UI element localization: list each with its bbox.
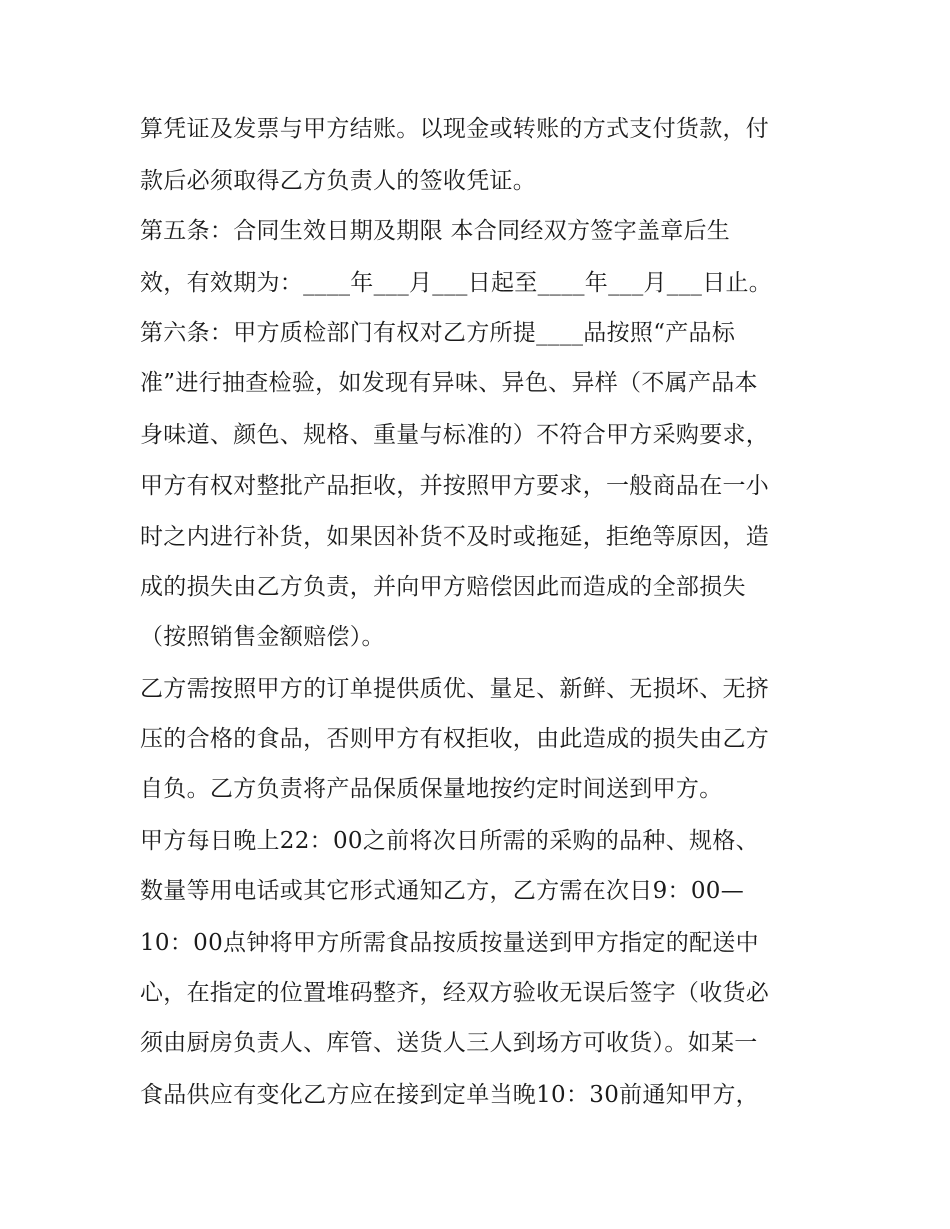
text-line: 须由厨房负责人、库管、送货人三人到场方可收货）。如某一 [140,1030,758,1056]
text-line: 压的合格的食品，否则甲方有权拒收，由此造成的损失由乙方 [140,726,770,752]
text-line: （按照销售金额赔偿）。 [140,624,385,650]
text-line: 数量等用电话或其它形式通知乙方，乙方需在次日9：00— [140,878,744,904]
text-line: 效，有效期为：____年___月___日起至____年___月___日止。 [140,270,773,296]
text-line: 乙方需按照甲方的订单提供质优、量足、新鲜、无损坏、无挤 [140,676,770,702]
text-line: 自负。乙方负责将产品保质保量地按约定时间送到甲方。 [140,776,723,802]
text-line: 第六条：甲方质检部门有权对乙方所提____品按照“产品标 [140,320,736,346]
text-line: 10：00点钟将甲方所需食品按质按量送到甲方指定的配送中 [140,930,759,956]
text-line: 甲方每日晚上22：00之前将次日所需的采购的品种、规格、 [140,828,759,854]
text-line: 准”进行抽查检验，如发现有异味、异色、异样（不属产品本 [140,370,758,396]
text-line: 甲方有权对整批产品拒收，并按照甲方要求，一般商品在一小 [140,473,770,499]
text-line: 心，在指定的位置堆码整齐，经双方验收无误后签字（收货必 [140,980,770,1006]
text-line: 成的损失由乙方负责，并向甲方赔偿因此而造成的全部损失 [140,574,746,600]
text-line: 时之内进行补货，如果因补货不及时或拖延，拒绝等原因，造 [140,524,770,550]
text-line: 款后必须取得乙方负责人的签收凭证。 [140,168,537,194]
text-line: 第五条：合同生效日期及期限 本合同经双方签字盖章后生 [140,218,731,244]
text-line: 食品供应有变化乙方应在接到定单当晚10：30前通知甲方， [140,1082,759,1108]
text-line: 算凭证及发票与甲方结账。以现金或转账的方式支付货款，付 [140,116,770,142]
text-line: 身味道、颜色、规格、重量与标准的）不符合甲方采购要求， [140,422,770,448]
